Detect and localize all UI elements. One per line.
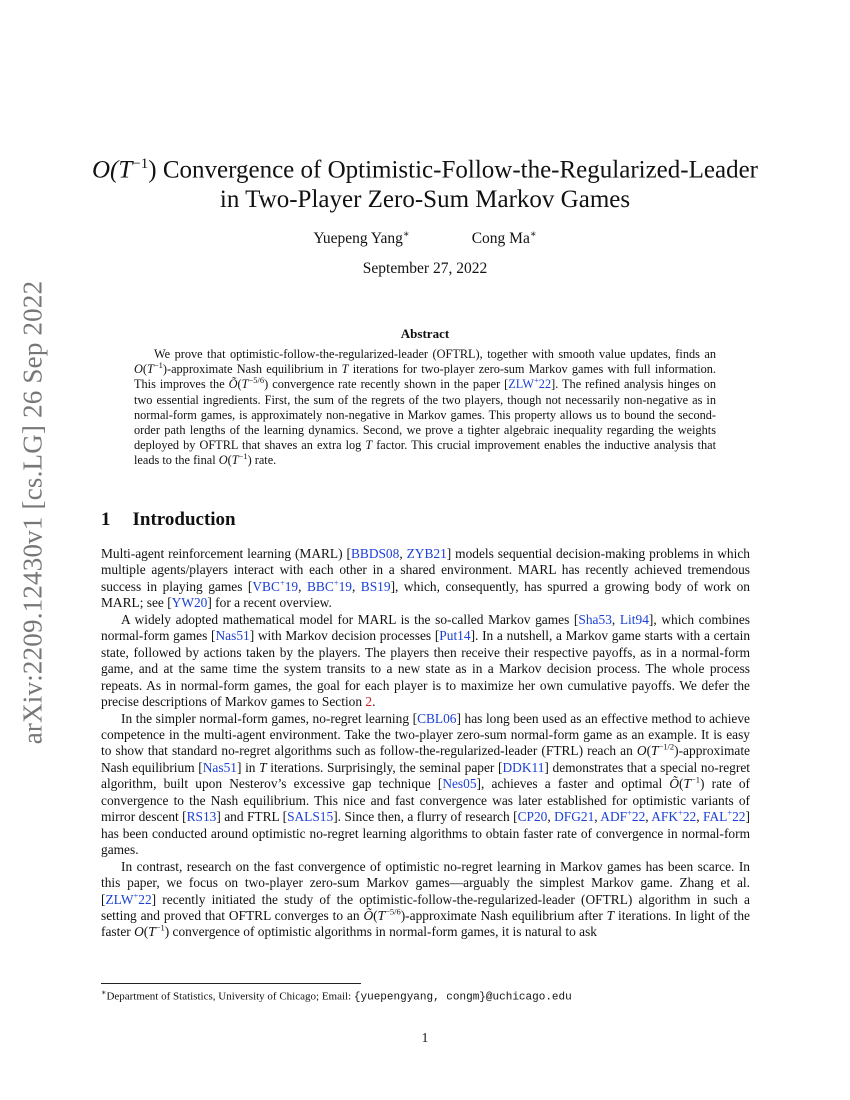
author-1: Yuepeng Yang∗ <box>313 229 410 248</box>
paper-title <box>90 149 760 215</box>
title-line-1: $O(T^{-1})$ Convergence of Optimistic-Follow-the-Regularized-Leader <box>91 156 758 184</box>
citation-link[interactable]: SALS15 <box>287 809 334 825</box>
citation-link[interactable]: YW20 <box>171 595 208 611</box>
arxiv-identifier: arXiv:2209.12430v1 [cs.LG] 26 Sep 2022 <box>17 280 48 744</box>
paragraph: In contrast, research on the fast convergence of optimistic no-regret learning in Markov games has been scarce. In this paper, we focus on two-player zero-sum Markov games—arguably the simplest Markov game. Zhang et al. [ZLW+22] recently initiated the study of the optimistic-follow-the-regularized-leader (OFTRL) algorithm in such a setting and proved that OFTRL converges to an $Õ(T^{-5/6})$-approximate Nash equilibrium after T iterations. In light of the faster $O(T^{-1})$ convergence of optimistic algorithms in normal-form games, it is natural to ask <box>101 858 750 940</box>
section-heading <box>101 509 236 531</box>
author-2: Cong Ma∗ <box>471 229 537 248</box>
abstract-heading: Abstract <box>400 326 450 341</box>
abstract-text: We prove that optimistic-follow-the-regularized-leader (OFTRL), together with smooth value updates, finds an $O(T^{-1})$-approximate Nash equilibrium in T iterations for two-player zero-sum Markov games with full information. This improves the $Õ(T^{-5/6})$ convergence rate recently shown in the paper [ZLW+22]. The refined analysis hinges on two essential ingredients. First, the sum of the regrets of the two players, though not necessarily non-negative as in normal-form games, is approximately non-negative in Markov games. This property allows us to bound the second-order path lengths of the learning dynamics. Second, we prove a tighter algebraic inequality regarding the weights deployed by OFTRL that shaves an extra log T factor. This crucial improvement enables the inductive analysis that leads to the final $O(T^{-1})$ rate. <box>134 347 716 468</box>
footnote-text: Department of Statistics, University of Chicago; Email: <box>106 990 354 1003</box>
citation-link[interactable]: FAL+22 <box>703 807 746 825</box>
footnote-email[interactable]: {yuepengyang, congm}@uchicago.edu <box>353 991 572 1004</box>
citation-link[interactable]: Sha53 <box>578 611 612 627</box>
section-body <box>101 546 750 941</box>
citation-link[interactable]: BBDS08 <box>350 546 400 561</box>
citation-link[interactable]: CP20 <box>517 809 548 825</box>
citation-link[interactable]: CBL06 <box>417 710 457 726</box>
citation-link[interactable]: Nas51 <box>202 759 237 775</box>
citation-link[interactable]: BBC+19 <box>306 577 352 594</box>
citation-link[interactable]: Lit94 <box>619 611 649 627</box>
citation-link[interactable]: ZLW+22 <box>508 375 552 392</box>
citation-link[interactable]: ZLW+22 <box>105 890 152 907</box>
citation-link[interactable]: RS13 <box>186 809 217 825</box>
citation-link[interactable]: ADF+22 <box>600 807 646 825</box>
citation-link[interactable]: Put14 <box>439 628 471 644</box>
citation-link[interactable]: BS19 <box>360 578 391 594</box>
section-title: Introduction <box>132 509 236 530</box>
footnote-divider <box>101 983 361 984</box>
footnote <box>101 986 750 1005</box>
citation-link[interactable]: DFG21 <box>554 809 595 825</box>
paragraph: A widely adopted mathematical model for MARL is the so-called Markov games [Sha53, Lit94], which combines normal-form games [Nas51] with Markov decision processes [Put14]. In a nutshell, a Markov game starts with a certain state, followed by actions taken by the players. The players then receive their respective payoffs, as in a normal-form game, and at the same time the system transits to a new state as in a Markov decision process. The whole process repeats. As in normal-form games, the goal for each player is to maximize her own cumulative payoffs. We defer the precise descriptions of Markov games to Section 2. <box>101 611 751 710</box>
paragraph: In the simpler normal-form games, no-regret learning [CBL06] has long been used as an effective method to achieve competence in the multi-agent environment. Take the two-player zero-sum normal-form game as an example. It is easy to show that standard no-regret algorithms such as follow-the-regularized-leader (FTRL) reach an $O(T^{-1/2})$-approximate Nash equilibrium [Nas51] in T iterations. Surprisingly, the seminal paper [DDK11] demonstrates that a special no-regret algorithm, built upon Nesterov’s excessive gap technique [Nes05], achieves a faster and optimal $Õ(T^{-1})$ rate of convergence to the Nash equilibrium. This nice and fast convergence was later established for optimistic variants of mirror descent [RS13] and FTRL [SALS15]. Since then, a flurry of research [CP20, DFG21, ADF+22, AFK+22, FAL+22] has been conducted around optimistic no-regret learning algorithms to obtain faster rate of convergence in normal-form games. <box>101 710 750 858</box>
citation-link[interactable]: Nas51 <box>215 628 250 644</box>
section-number: 1 <box>101 509 111 530</box>
citation-link[interactable]: Nes05 <box>442 776 477 792</box>
citation-link[interactable]: DDK11 <box>502 759 545 775</box>
abstract-body <box>134 347 716 469</box>
publication-date: September 27, 2022 <box>362 260 488 277</box>
citation-link[interactable]: AFK+22 <box>651 807 697 825</box>
paragraph: Multi-agent reinforcement learning (MARL) [BBDS08, ZYB21] models sequential decision-making problems in which multiple agents/players interact with each other in a shared environment. MARL has recently achieved tremendous success in playing games [VBC+19, BBC+19, BS19], which, consequently, has spurred a growing body of work on MARL; see [YW20] for a recent overview. <box>101 546 750 611</box>
title-line-2: in Two-Player Zero-Sum Markov Games <box>219 186 631 214</box>
page-number: 1 <box>421 1030 429 1045</box>
section-reference-link[interactable]: 2 <box>365 694 373 710</box>
citation-link[interactable]: ZYB21 <box>406 546 447 561</box>
citation-link[interactable]: VBC+19 <box>252 577 299 594</box>
author-list <box>0 229 850 248</box>
footnote-mark: ∗ <box>101 988 107 997</box>
